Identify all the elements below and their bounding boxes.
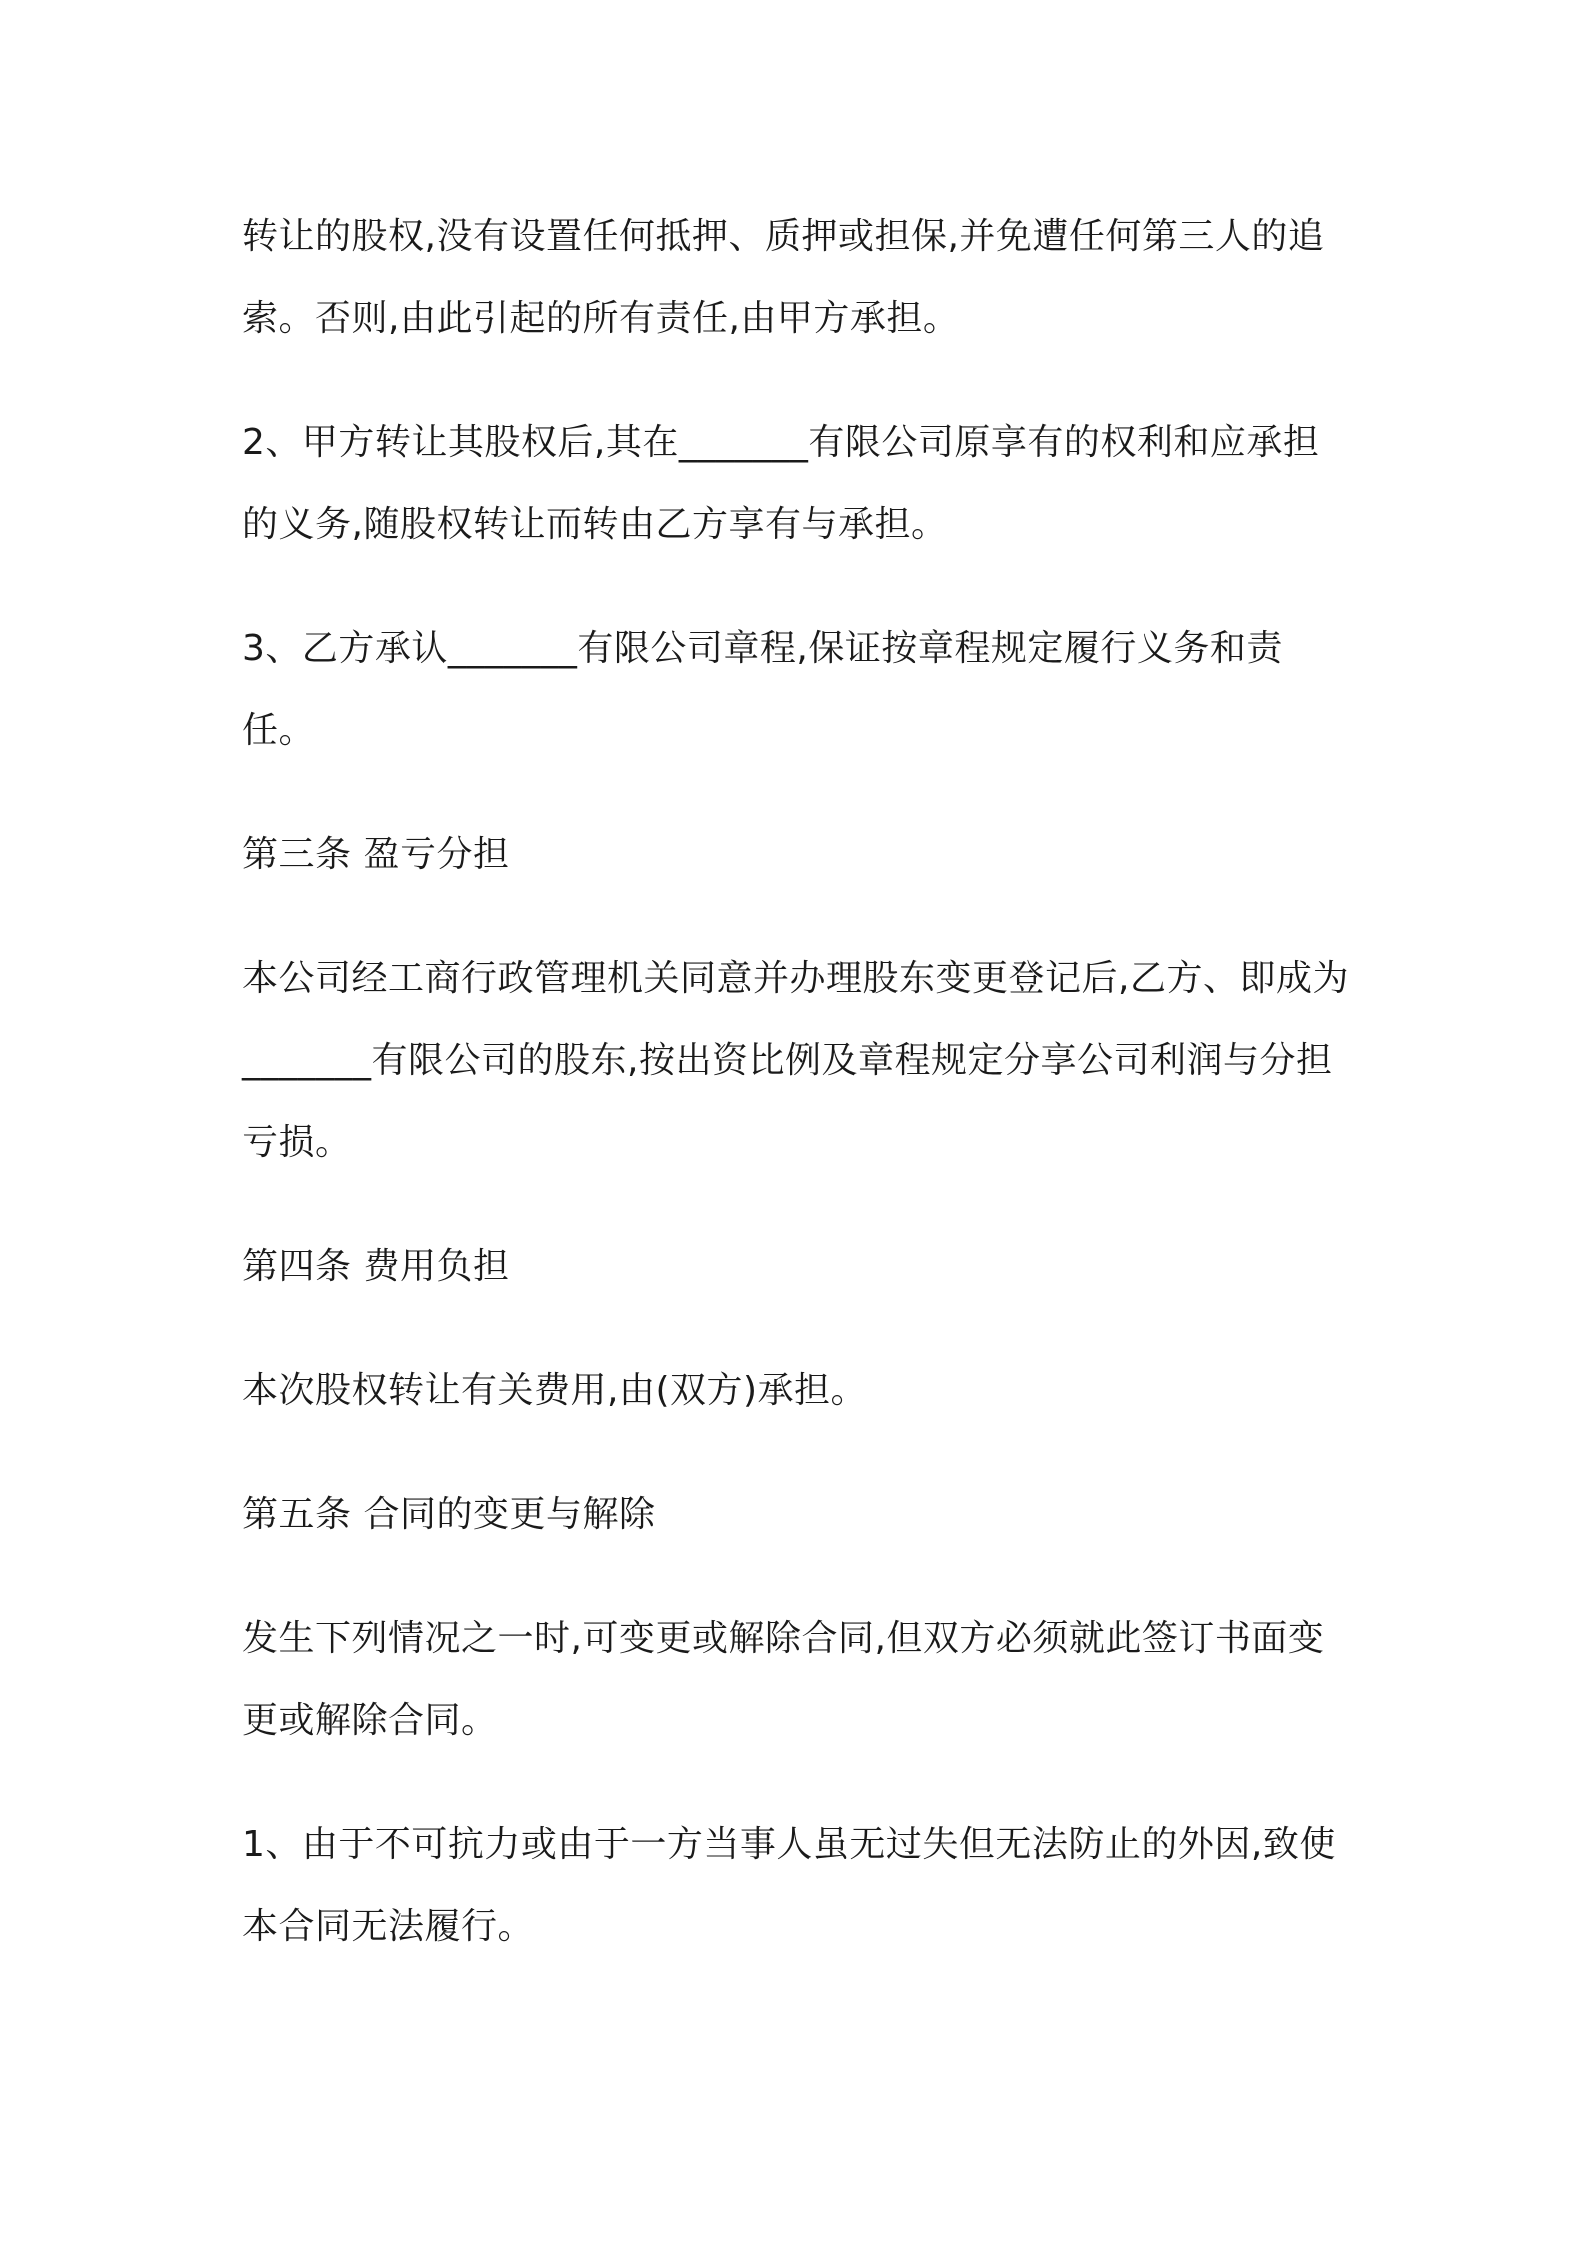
paragraph-change-termination: 发生下列情况之一时,可变更或解除合同,但双方必须就此签订书面变更或解除合同。: [242, 1618, 1325, 1741]
heading-article-3: 第三条 盈亏分担: [242, 834, 510, 875]
paragraph-force-majeure: 1、由于不可抗力或由于一方当事人虽无过失但无法防止的外因,致使本合同无法履行。: [242, 1824, 1336, 1947]
paragraph-profit-loss: 本公司经工商行政管理机关同意并办理股东变更登记后,乙方、即成为_______有限公司的股东,按出资比例及章程规定分享公司利润与分担亏损。: [242, 958, 1349, 1163]
document-body: [242, 196, 1352, 2010]
paragraph-clause-2-rights-transfer: 2、甲方转让其股权后,其在_______有限公司原享有的权利和应承担的义务,随股权转让而转由乙方享有与承担。: [242, 422, 1320, 545]
heading-article-5: 第五条 合同的变更与解除: [242, 1494, 656, 1535]
paragraph-fees: 本次股权转让有关费用,由(双方)承担。: [242, 1370, 868, 1411]
paragraph-share-no-encumbrance: 转让的股权,没有设置任何抵押、质押或担保,并免遭任何第三人的追索。否则,由此引起的所有责任,由甲方承担。: [242, 216, 1325, 339]
paragraph-clause-3-articles: 3、乙方承认_______有限公司章程,保证按章程规定履行义务和责任。: [242, 628, 1283, 751]
heading-article-4: 第四条 费用负担: [242, 1246, 510, 1287]
